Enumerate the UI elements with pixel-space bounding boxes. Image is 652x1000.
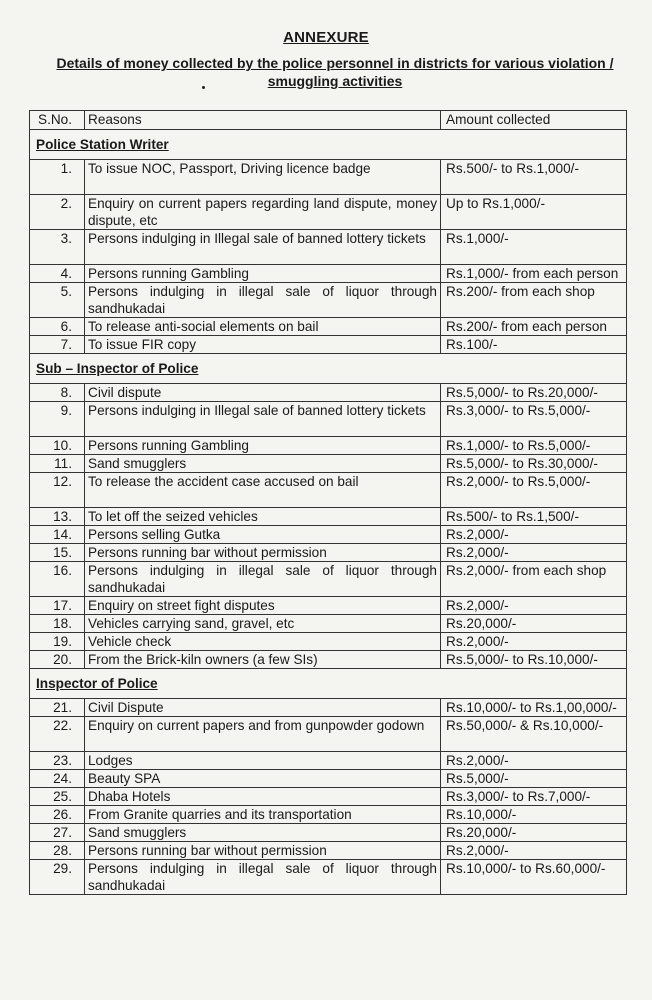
row-sno: 8. [30,384,85,402]
row-amount: Rs.2,000/- [441,752,627,770]
row-sno: 12. [30,473,85,508]
row-reason: Enquiry on current papers and from gunpowder godown [85,717,441,752]
row-amount: Rs.3,000/- to Rs.7,000/- [441,788,627,806]
row-reason: To issue FIR copy [85,336,441,354]
row-sno: 11. [30,455,85,473]
section-row [30,130,627,160]
row-reason: From the Brick-kiln owners (a few SIs) [85,651,441,669]
row-reason: Beauty SPA [85,770,441,788]
table-row [30,265,627,283]
table-row [30,508,627,526]
row-sno: 17. [30,597,85,615]
row-sno: 1. [30,160,85,195]
row-sno: 27. [30,824,85,842]
row-amount: Rs.200/- from each person [441,318,627,336]
section-title: Inspector of Police [30,669,627,699]
row-amount: Rs.5,000/- to Rs.30,000/- [441,455,627,473]
row-reason: To release the accident case accused on bail [85,473,441,508]
row-reason: Persons running bar without permission [85,842,441,860]
table-row [30,195,627,230]
table-row [30,633,627,651]
table-row [30,651,627,669]
table-row [30,860,627,895]
row-amount: Rs.5,000/- [441,770,627,788]
row-sno: 26. [30,806,85,824]
row-reason: Persons indulging in illegal sale of liquor through sandhukadai [85,860,441,895]
row-sno: 4. [30,265,85,283]
row-reason: Vehicles carrying sand, gravel, etc [85,615,441,633]
table-row [30,562,627,597]
row-amount: Rs.2,000/- [441,526,627,544]
row-amount: Rs.1,000/- [441,230,627,265]
row-sno: 19. [30,633,85,651]
row-sno: 29. [30,860,85,895]
table-row [30,437,627,455]
row-reason: Persons indulging in Illegal sale of banned lottery tickets [85,230,441,265]
section-row [30,354,627,384]
table-row [30,788,627,806]
document-heading: ANNEXURE [283,29,369,46]
scan-speck [202,86,205,89]
table-row [30,806,627,824]
table-row [30,526,627,544]
table-row [30,842,627,860]
row-sno: 24. [30,770,85,788]
table-row [30,717,627,752]
row-reason: Lodges [85,752,441,770]
row-reason: To release anti-social elements on bail [85,318,441,336]
table-row [30,473,627,508]
section-title: Police Station Writer [30,130,627,160]
row-reason: From Granite quarries and its transportation [85,806,441,824]
row-amount: Rs.2,000/- [441,842,627,860]
row-reason: To let off the seized vehicles [85,508,441,526]
row-amount: Rs.5,000/- to Rs.10,000/- [441,651,627,669]
row-amount: Rs.100/- [441,336,627,354]
section-row [30,669,627,699]
row-amount: Rs.500/- to Rs.1,500/- [441,508,627,526]
row-sno: 2. [30,195,85,230]
row-reason: Persons running Gambling [85,265,441,283]
table-row [30,455,627,473]
row-reason: Vehicle check [85,633,441,651]
table-row [30,770,627,788]
row-sno: 23. [30,752,85,770]
table-row [30,160,627,195]
row-sno: 6. [30,318,85,336]
row-amount: Rs.10,000/- to Rs.60,000/- [441,860,627,895]
row-reason: Persons indulging in Illegal sale of banned lottery tickets [85,402,441,437]
row-amount: Rs.2,000/- [441,544,627,562]
row-reason: Persons indulging in illegal sale of liquor through sandhukadai [85,283,441,318]
row-sno: 14. [30,526,85,544]
table-header-row [30,111,627,130]
table-row [30,283,627,318]
row-amount: Rs.50,000/- & Rs.10,000/- [441,717,627,752]
row-reason: Sand smugglers [85,824,441,842]
row-amount: Rs.3,000/- to Rs.5,000/- [441,402,627,437]
row-sno: 25. [30,788,85,806]
row-sno: 15. [30,544,85,562]
row-amount: Rs.1,000/- from each person [441,265,627,283]
row-reason: Civil Dispute [85,699,441,717]
row-amount: Rs.20,000/- [441,615,627,633]
row-amount: Rs.200/- from each shop [441,283,627,318]
row-sno: 13. [30,508,85,526]
row-sno: 5. [30,283,85,318]
table-row [30,402,627,437]
document-subtitle: Details of money collected by the police personnel in districts for various violation / smuggling activities [56,55,614,89]
row-reason: Civil dispute [85,384,441,402]
collections-table [29,110,627,895]
table-row [30,230,627,265]
row-amount: Rs.500/- to Rs.1,000/- [441,160,627,195]
row-amount: Rs.10,000/- [441,806,627,824]
table-row [30,752,627,770]
row-sno: 9. [30,402,85,437]
row-reason: Persons running Gambling [85,437,441,455]
row-sno: 16. [30,562,85,597]
row-amount: Rs.1,000/- to Rs.5,000/- [441,437,627,455]
row-reason: Persons running bar without permission [85,544,441,562]
table-row [30,824,627,842]
table-row [30,699,627,717]
row-reason: Sand smugglers [85,455,441,473]
table-row [30,615,627,633]
row-reason: Enquiry on street fight disputes [85,597,441,615]
row-sno: 3. [30,230,85,265]
row-amount: Rs.20,000/- [441,824,627,842]
row-sno: 18. [30,615,85,633]
row-reason: Persons indulging in illegal sale of liquor through sandhukadai [85,562,441,597]
row-sno: 20. [30,651,85,669]
column-header-amount: Amount collected [441,111,627,130]
table-row [30,384,627,402]
table-row [30,597,627,615]
row-amount: Rs.2,000/- [441,633,627,651]
row-amount: Up to Rs.1,000/- [441,195,627,230]
row-sno: 22. [30,717,85,752]
row-amount: Rs.2,000/- to Rs.5,000/- [441,473,627,508]
table-row [30,544,627,562]
row-reason: Enquiry on current papers regarding land dispute, money dispute, etc [85,195,441,230]
row-amount: Rs.2,000/- [441,597,627,615]
row-reason: Dhaba Hotels [85,788,441,806]
section-title: Sub – Inspector of Police [30,354,627,384]
column-header-sno: S.No. [30,111,85,130]
column-header-reasons: Reasons [85,111,441,130]
row-sno: 10. [30,437,85,455]
row-amount: Rs.2,000/- from each shop [441,562,627,597]
row-sno: 7. [30,336,85,354]
table-body [30,111,627,895]
row-amount: Rs.5,000/- to Rs.20,000/- [441,384,627,402]
table-row [30,336,627,354]
row-reason: Persons selling Gutka [85,526,441,544]
row-reason: To issue NOC, Passport, Driving licence badge [85,160,441,195]
row-amount: Rs.10,000/- to Rs.1,00,000/- [441,699,627,717]
row-sno: 21. [30,699,85,717]
row-sno: 28. [30,842,85,860]
table-row [30,318,627,336]
